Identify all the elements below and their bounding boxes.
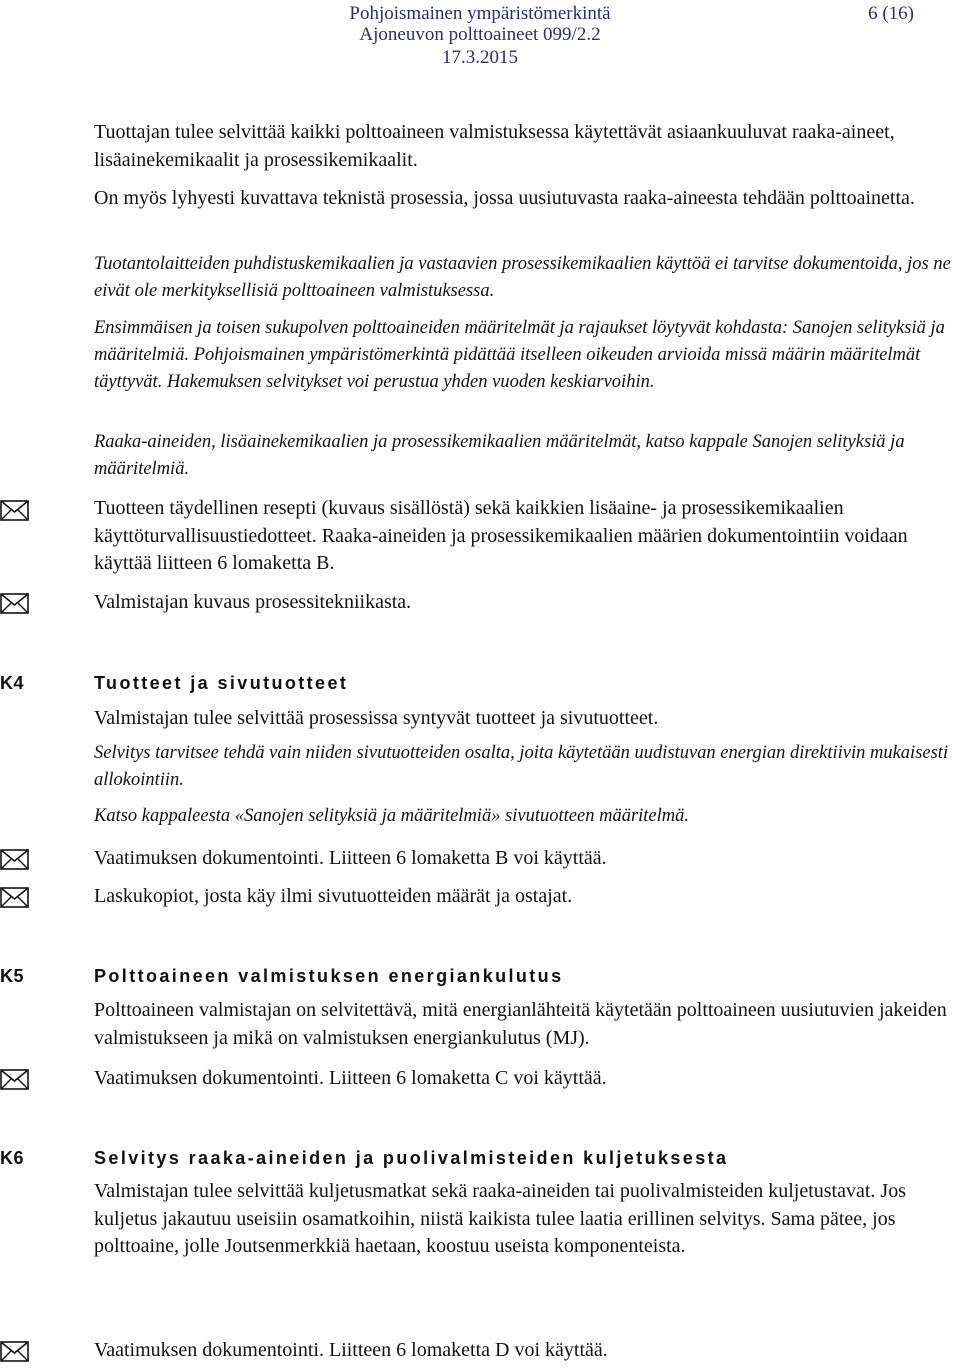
k5-doc-requirement-1 xyxy=(94,1065,954,1093)
header-org: Pohjoismainen ympäristömerkintä xyxy=(349,3,611,24)
intro-note-2 xyxy=(94,315,954,396)
k5-text: Polttoaineen valmistajan on selvitettävä, mitä energianlähteitä käytetään polttoaineen uusiutuvien jakeiden valmistukseen ja mikä on valmistuksen energiankulutus (MJ). xyxy=(94,999,947,1049)
envelope-icon xyxy=(0,1069,30,1091)
k4-note-1 xyxy=(94,740,954,794)
section-label-k5: K5 xyxy=(0,966,25,986)
k4-italic-1: Selvitys tarvitsee tehdä vain niiden sivutuotteiden osalta, joita käytetään uudistuvan energian direktiivin mukaisesti allokointiin. xyxy=(94,743,949,790)
intro-bullet-1: Tuotteen täydellinen resepti (kuvaus sisällöstä) sekä kaikkien lisäaine- ja prosessikemikaalien käyttöturvallisuustiedotteet. Raaka-aineiden ja prosessikemikaalien määrien dokumentointiin voidaan käyttää liitteen 6 lomaketta B. xyxy=(94,497,908,574)
header-document: Ajoneuvon polttoaineet 099/2.2 xyxy=(359,24,601,45)
page-header xyxy=(0,2,960,68)
intro-note-1 xyxy=(94,251,954,305)
k6-doc-requirement-1 xyxy=(94,1337,954,1365)
k5-paragraph xyxy=(94,997,954,1052)
section-title-k4: Tuotteet ja sivutuotteet xyxy=(94,673,349,693)
intro-italic-1: Tuotantolaitteiden puhdistuskemikaalien ja vastaavien prosessikemikaalien käyttöä ei tarvitse dokumentoida, jos ne eivät ole merkityksellisiä polttoaineen valmistuksessa. xyxy=(94,254,951,301)
k4-doc-requirement-1 xyxy=(94,845,954,873)
intro-note-3 xyxy=(94,429,954,483)
k5-bullet-1: Vaatimuksen dokumentointi. Liitteen 6 lomaketta C voi käyttää. xyxy=(94,1067,607,1089)
envelope-icon xyxy=(0,1341,30,1363)
intro-text-1: Tuottajan tulee selvittää kaikki polttoaineen valmistuksessa käytettävät asiaankuuluvat raaka-aineet, lisäainekemikaalit ja prosessikemikaalit. xyxy=(94,121,895,171)
k4-doc-requirement-2 xyxy=(94,883,954,911)
k4-bullet-1: Vaatimuksen dokumentointi. Liitteen 6 lomaketta B voi käyttää. xyxy=(94,847,607,869)
section-title-k5: Polttoaineen valmistuksen energiankulutus xyxy=(94,966,564,986)
k6-text: Valmistajan tulee selvittää kuljetusmatkat sekä raaka-aineiden tai puolivalmisteiden kuljetustavat. Jos kuljetus jakautuu useisiin osamatkoihin, niistä kaikista tulee laatia erillinen selvitys. Sama pätee, jos polttoaine, jolle Joutsenmerkkiä haetaan, koostuu useista komponenteista. xyxy=(94,1180,906,1257)
k6-paragraph xyxy=(94,1178,954,1261)
k4-note-2 xyxy=(94,803,954,830)
envelope-icon xyxy=(0,887,30,909)
k4-text: Valmistajan tulee selvittää prosessissa syntyvät tuotteet ja sivutuotteet. xyxy=(94,707,659,729)
envelope-icon xyxy=(0,500,30,522)
envelope-icon xyxy=(0,849,30,871)
section-label-k4: K4 xyxy=(0,673,25,693)
intro-paragraph-1 xyxy=(94,119,954,174)
header-date: 17.3.2015 xyxy=(442,47,518,68)
intro-italic-2: Ensimmäisen ja toisen sukupolven polttoaineiden määritelmät ja rajaukset löytyvät kohdasta: Sanojen selityksiä ja määritelmiä. Pohjoismainen ympäristömerkintä pidättää itselleen oikeuden arvioida missä määrin määritelmät täyttyvät. Hakemuksen selvitykset voi perustua yhden vuoden keskiarvoihin. xyxy=(94,318,945,392)
page-number: 6 (16) xyxy=(868,3,914,24)
intro-paragraph-2 xyxy=(94,185,954,213)
intro-doc-requirement-1 xyxy=(94,495,954,578)
intro-doc-requirement-2 xyxy=(94,589,954,617)
k4-paragraph xyxy=(94,705,954,733)
section-title-k6: Selvitys raaka-aineiden ja puolivalmisteiden kuljetuksesta xyxy=(94,1148,729,1168)
intro-text-2: On myös lyhyesti kuvattava teknistä prosessia, jossa uusiutuvasta raaka-aineesta tehdään polttoainetta. xyxy=(94,187,915,209)
k6-bullet-1: Vaatimuksen dokumentointi. Liitteen 6 lomaketta D voi käyttää. xyxy=(94,1339,608,1361)
envelope-icon xyxy=(0,593,30,615)
k4-italic-2: Katso kappaleesta «Sanojen selityksiä ja määritelmiä» sivutuotteen määritelmä. xyxy=(94,806,690,826)
k4-bullet-2: Laskukopiot, josta käy ilmi sivutuotteiden määrät ja ostajat. xyxy=(94,885,573,907)
intro-bullet-2: Valmistajan kuvaus prosessitekniikasta. xyxy=(94,591,412,613)
section-label-k6: K6 xyxy=(0,1148,25,1168)
intro-italic-3: Raaka-aineiden, lisäainekemikaalien ja prosessikemikaalien määritelmät, katso kappale Sanojen selityksiä ja määritelmiä. xyxy=(94,432,905,479)
